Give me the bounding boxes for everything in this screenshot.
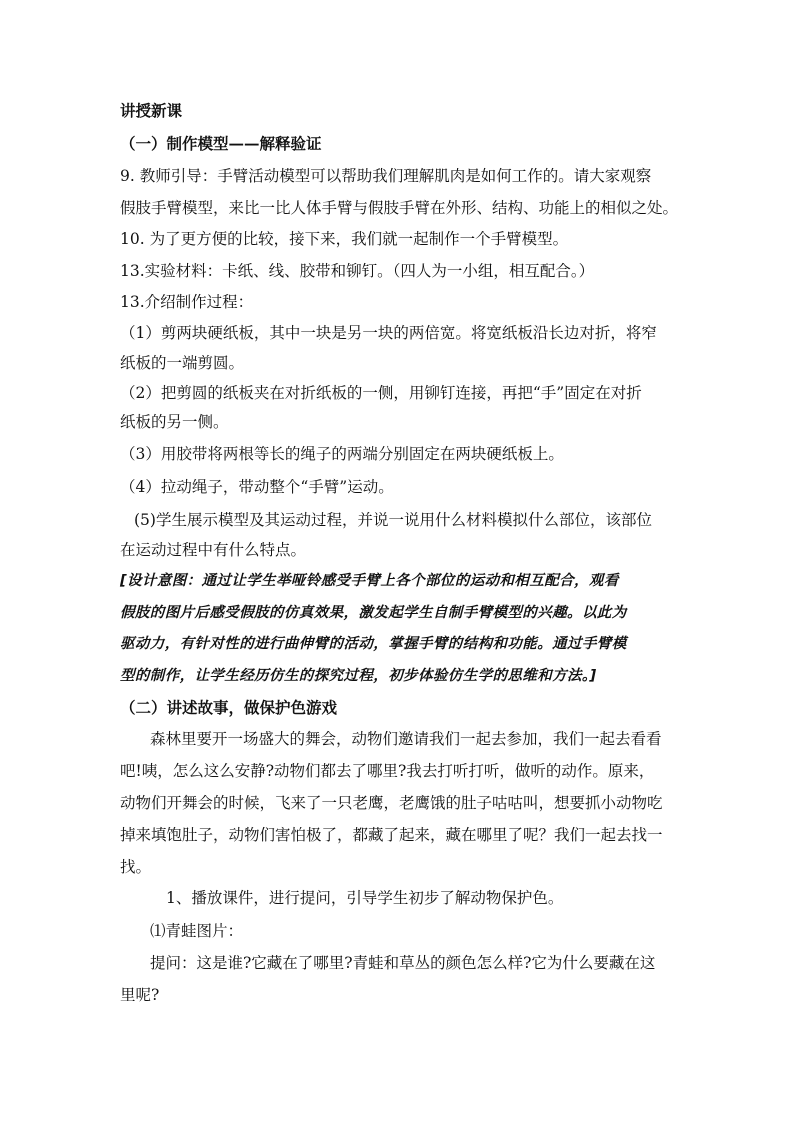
paragraph-13-materials: 13.实验材料：卡纸、线、胶带和铆钉。（四人为一小组，相互配合。）	[120, 262, 595, 280]
step-2-line1: （2）把剪圆的纸板夹在对折纸板的一侧，用铆钉连接，再把“手”固定在对折	[120, 384, 642, 402]
step-1-line2: 纸板的一端剪圆。	[120, 354, 245, 372]
paragraph-9-line1: 9. 教师引导：手臂活动模型可以帮助我们理解肌肉是如何工作的。请大家观察	[120, 167, 652, 185]
question-line2: 里呢?	[120, 986, 160, 1004]
story-line2: 吧!咦，怎么这么安静?动物们都去了哪里?我去打听打听，做听的动作。原来，	[120, 762, 655, 780]
paragraph-13-process: 13.介绍制作过程：	[120, 293, 254, 311]
step-3: （3）用胶带将两根等长的绳子的两端分别固定在两块硬纸板上。	[120, 445, 564, 463]
step-5-line1: (5)学生展示模型及其运动过程，并说一说用什么材料模拟什么部位，该部位	[134, 511, 652, 529]
design-intent-line4: 型的制作，让学生经历仿生的探究过程，初步体验仿生学的思维和方法。]	[120, 668, 597, 684]
design-intent-line2: 假肢的图片后感受假肢的仿真效果，激发起学生自制手臂模型的兴趣。以此为	[120, 605, 627, 621]
frog-picture-label: ⑴青蛙图片：	[150, 922, 244, 940]
paragraph-9-line2: 假肢手臂模型，来比一比人体手臂与假肢手臂在外形、结构、功能上的相似之处。	[120, 199, 679, 217]
section-title: 讲授新课	[120, 101, 183, 120]
question-line1: 提问：这是谁?它藏在了哪里?青蛙和草丛的颜色怎么样?它为什么要藏在这	[150, 954, 656, 972]
design-intent-line1: [设计意图：通过让学生举哑铃感受手臂上各个部位的运动和相互配合，观看	[120, 573, 619, 589]
step-2-line2: 纸板的另一侧。	[120, 413, 229, 431]
story-line4: 掉来填饱肚子，动物们害怕极了，都藏了起来，藏在哪里了呢？我们一起去找一	[120, 826, 663, 844]
story-line5: 找。	[120, 858, 152, 876]
step-4: （4）拉动绳子，带动整个“手臂”运动。	[120, 478, 394, 496]
activity-item-1: 1、播放课件，进行提问，引导学生初步了解动物保护色。	[166, 889, 564, 907]
part1-heading: （一）制作模型——解释验证	[120, 134, 322, 153]
part2-heading: （二）讲述故事，做保护色游戏	[120, 698, 338, 717]
step-1-line1: （1）剪两块硬纸板，其中一块是另一块的两倍宽。将宽纸板沿长边对折，将窄	[120, 324, 657, 342]
step-5-line2: 在运动过程中有什么特点。	[120, 541, 307, 559]
design-intent-line3: 驱动力，有针对性的进行曲伸臂的活动，掌握手臂的结构和功能。通过手臂模	[120, 636, 627, 652]
story-line3: 动物们开舞会的时候，飞来了一只老鹰，老鹰饿的肚子咕咕叫，想要抓小动物吃	[120, 794, 663, 812]
story-line1: 森林里要开一场盛大的舞会，动物们邀请我们一起去参加，我们一起去看看	[150, 730, 662, 748]
paragraph-10: 10. 为了更方便的比较，接下来，我们就一起制作一个手臂模型。	[120, 230, 569, 248]
